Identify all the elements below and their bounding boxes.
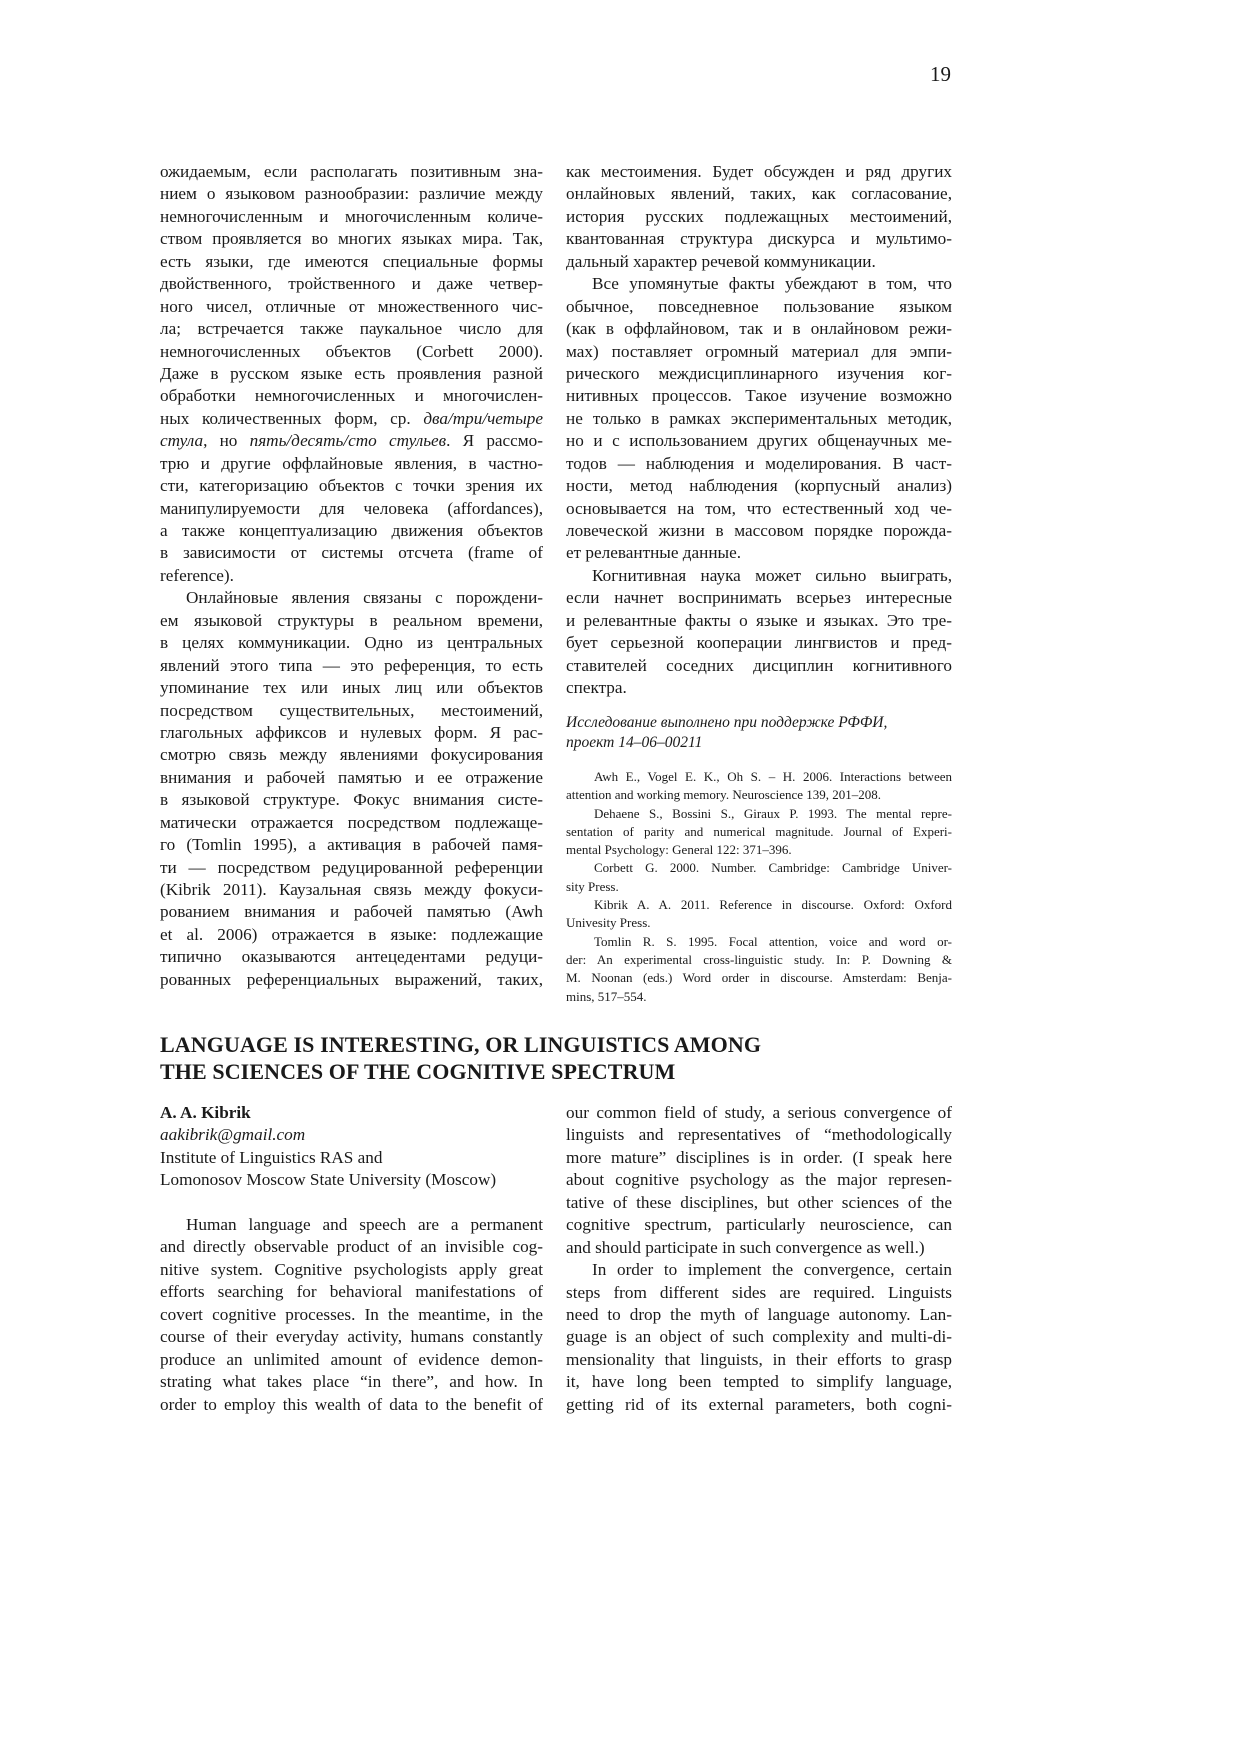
text-line: Даже в русском языке есть проявления разной xyxy=(160,363,543,383)
reference-line: Dehaene S., Bossini S., Giraux P. 1993. The mental repre- xyxy=(594,805,952,821)
text-line: In order to implement the convergence, certain xyxy=(592,1260,952,1280)
text-line: сти, категоризацию объектов с точки зрения их xyxy=(160,476,543,496)
text-line: обычное, повседневное пользование языком xyxy=(566,296,952,316)
text-line: но и с использованием других общенаучных ме- xyxy=(566,431,952,451)
text-line: ла; встречается также паукальное число для xyxy=(160,319,543,339)
title-line: THE SCIENCES OF THE COGNITIVE SPECTRUM xyxy=(160,1059,676,1084)
text-line: strating what takes place “in there”, and how. In xyxy=(160,1372,543,1392)
text-line: reference). xyxy=(160,565,234,585)
text-line: (как в оффлайновом, так и в онлайновом режи- xyxy=(566,319,952,339)
reference-line: Univesity Press. xyxy=(566,915,651,931)
text-line: нитивных процессов. Такое изучение возможно xyxy=(566,386,952,406)
reference-entry xyxy=(566,805,952,860)
text-line: ожидаемым, если располагать позитивным зна- xyxy=(160,162,543,181)
text-line: смотрю связь между явлениями фокусирования xyxy=(160,745,543,765)
text-line xyxy=(160,408,543,430)
text-segment: ных количественных форм, ср. xyxy=(160,408,424,428)
text-line: about cognitive psychology as the major represen- xyxy=(566,1170,952,1190)
text-line: двойственного, тройственного и даже четвер- xyxy=(160,274,543,294)
text-line: тодов — наблюдения и моделирования. В част- xyxy=(566,453,952,473)
text-line: more mature” disciplines is in order. (I speak here xyxy=(566,1147,952,1167)
paragraph xyxy=(160,587,543,991)
text-line: need to drop the myth of language autonomy. Lan- xyxy=(566,1304,952,1324)
text-line: нием о языковом разнообразии: различие между xyxy=(160,184,543,204)
text-line: ством проявляется во многих языках мира. Так, xyxy=(160,229,543,249)
text-line: го (Tomlin 1995), а активация в рабочей памя- xyxy=(160,835,543,855)
page-number: 19 xyxy=(930,62,951,86)
text-line: and directly observable product of an invisible cog- xyxy=(160,1237,543,1257)
text-line: ем языковой структуры в реальном времени, xyxy=(160,610,543,630)
text-line: cognitive spectrum, particularly neuroscience, can xyxy=(566,1215,952,1235)
reference-entry xyxy=(566,933,952,1006)
text-line: немногочисленных объектов (Corbett 2000). xyxy=(160,341,543,361)
reference-line: sentation of parity and numerical magnitude. Journal of Experi- xyxy=(566,823,952,839)
text-line: если начнет воспринимать всерьез интересные xyxy=(566,588,952,608)
reference-entry xyxy=(566,859,952,896)
text-line: course of their everyday activity, humans constantly xyxy=(160,1327,543,1347)
text-line: and should participate in such convergence as well.) xyxy=(566,1237,925,1257)
italic-example: два/три/четыре xyxy=(423,408,543,428)
text-line: getting rid of its external parameters, both cogni- xyxy=(566,1394,952,1414)
en-left-column xyxy=(160,1214,543,1416)
text-segment: . Я рассмо- xyxy=(446,431,544,451)
text-line: не только в рамках экспериментальных методик, xyxy=(566,408,952,428)
text-line: трю и другие оффлайновые явления, в частно- xyxy=(160,453,543,473)
funding-line: Исследование выполнено при поддержке РФФИ, xyxy=(566,714,888,731)
text-line: efforts searching for behavioral manifestations of xyxy=(160,1282,543,1302)
text-line: а также концептуализацию движения объектов xyxy=(160,521,543,540)
en-right-column xyxy=(566,1102,952,1416)
reference-entry xyxy=(566,768,952,805)
text-line: (Kibrik 2011). Каузальная связь между фокуси- xyxy=(160,880,543,899)
text-line: Human language and speech are a permanent xyxy=(186,1215,543,1234)
text-line: рованных референциальных выражений, таких, xyxy=(160,969,543,989)
text-line: в зависимости от системы отсчета (frame of xyxy=(160,543,543,563)
text-line: guage is an object of such complexity and multi-di- xyxy=(566,1327,952,1347)
text-line: nitive system. Cognitive psychologists apply great xyxy=(160,1259,543,1279)
references xyxy=(566,768,952,1006)
affiliation-line: Institute of Linguistics RAS and xyxy=(160,1147,383,1167)
text-line: квантованная структура дискурса и мультимо- xyxy=(566,229,952,249)
text-line: ловеческой жизни в массовом порядке порожда- xyxy=(566,521,952,540)
reference-line: Corbett G. 2000. Number. Cambridge: Cambridge Univer- xyxy=(594,860,952,876)
text-line: it, have long been tempted to simplify language, xyxy=(566,1372,952,1392)
text-line: produce an unlimited amount of evidence demon- xyxy=(160,1349,543,1369)
text-line: посредством существительных, местоимений, xyxy=(160,700,543,720)
reference-line: mins, 517–554. xyxy=(566,988,647,1004)
text-line: есть языки, где имеются специальные формы xyxy=(160,251,543,271)
text-line: дальный характер речевой коммуникации. xyxy=(566,251,876,271)
text-line: our common field of study, a serious convergence of xyxy=(566,1103,952,1122)
text-line: ности, метод наблюдения (корпусный анализ) xyxy=(566,476,952,496)
text-line: внимания и рабочей памятью и ее отражение xyxy=(160,767,543,787)
text-line: ти — посредством редуцированной референции xyxy=(160,857,543,877)
author-block xyxy=(160,1102,496,1192)
paragraph xyxy=(566,161,952,273)
text-line: et al. 2006) отражается в языке: подлежащие xyxy=(160,924,543,944)
reference-line: attention and working memory. Neuroscience 139, 201–208. xyxy=(566,787,882,803)
text-line: рического междисциплинарного изучения ког- xyxy=(566,363,952,383)
text-segment: , но xyxy=(203,431,250,451)
text-line: linguists and representatives of “methodologically xyxy=(566,1125,952,1145)
text-line: спектра. xyxy=(566,678,627,698)
text-line: tative of these disciplines, but other sciences of the xyxy=(566,1192,952,1212)
text-line: order to employ this wealth of data to the benefit of xyxy=(160,1394,543,1414)
reference-line: Tomlin R. S. 1995. Focal attention, voice and word or- xyxy=(594,933,952,949)
author-name: A. A. Kibrik xyxy=(160,1103,251,1122)
ru-left-column xyxy=(160,161,543,991)
reference-line: mental Psychology: General 122: 371–396. xyxy=(566,842,792,858)
text-line: как местоимения. Будет обсужден и ряд других xyxy=(566,162,952,181)
text-line: глагольных аффиксов и нулевых форм. Я рас- xyxy=(160,722,543,742)
text-line: Все упомянутые факты убеждают в том, что xyxy=(592,274,952,294)
ru-right-column xyxy=(566,161,952,700)
text-line: Онлайновые явления связаны с порождени- xyxy=(186,588,543,608)
text-line: упоминание тех или иных лиц или объектов xyxy=(160,678,543,698)
paragraph xyxy=(566,273,952,565)
text-line: ет релевантные данные. xyxy=(566,543,742,563)
text-line xyxy=(160,430,543,452)
text-line: и релевантные факты о языке и языках. Это тре- xyxy=(566,610,952,630)
text-line: в целях коммуникации. Одно из центральных xyxy=(160,633,543,653)
text-line: ного чисел, отличные от множественного чис- xyxy=(160,296,543,316)
text-line: онлайновых явлений, таких, как согласование, xyxy=(566,184,952,204)
text-line: типично оказываются антецедентами редуци- xyxy=(160,947,543,967)
text-line: mensionality that linguists, in their efforts to grasp xyxy=(566,1349,952,1369)
text-line: история русских подлежащных местоимений, xyxy=(566,206,952,226)
text-line: steps from different sides are required. Linguists xyxy=(566,1282,952,1302)
reference-line: der: An experimental cross-linguistic study. In: P. Downing & xyxy=(566,951,952,967)
text-line: ставителей соседних дисциплин когнитивного xyxy=(566,655,952,675)
paragraph xyxy=(566,565,952,700)
paragraph xyxy=(160,1214,543,1416)
text-line: явлений этого типа — это референция, то есть xyxy=(160,655,543,675)
reference-line: sity Press. xyxy=(566,878,619,894)
text-line: манипулируемости для человека (affordances), xyxy=(160,498,543,518)
paragraph xyxy=(160,161,543,587)
text-line: Когнитивная наука может сильно выиграть, xyxy=(592,565,952,585)
italic-example: пять/десять/сто стульев xyxy=(249,431,447,451)
paragraph xyxy=(566,1259,952,1416)
paragraph xyxy=(566,1102,952,1259)
author-email[interactable]: aakibrik@gmail.com xyxy=(160,1125,306,1145)
text-line: основывается на том, что естественный ход че- xyxy=(566,498,952,518)
text-line: в языковой структуре. Фокус внимания систе- xyxy=(160,790,543,810)
reference-line: Awh E., Vogel E. K., Oh S. – H. 2006. Interactions between xyxy=(594,769,952,784)
affiliation-line: Lomonosov Moscow State University (Moscow) xyxy=(160,1170,497,1190)
reference-entry xyxy=(566,896,952,933)
text-line: рованием внимания и рабочей памятью (Awh xyxy=(160,902,543,922)
text-line: covert cognitive processes. In the meantime, in the xyxy=(160,1304,543,1324)
text-line: матически отражается посредством подлежаще- xyxy=(160,812,543,832)
article-title xyxy=(160,1031,761,1085)
reference-line: Kibrik A. A. 2011. Reference in discourse. Oxford: Oxford xyxy=(594,897,952,913)
text-line: бует серьезной кооперации лингвистов и пред- xyxy=(566,633,952,653)
funding-line: проект 14–06–00211 xyxy=(566,734,703,751)
title-line: LANGUAGE IS INTERESTING, OR LINGUISTICS AMONG xyxy=(160,1032,762,1057)
italic-example: стула xyxy=(160,431,204,451)
text-line: мах) поставляет огромный материал для эмпи- xyxy=(566,341,952,361)
reference-line: M. Noonan (eds.) Word order in discourse. Amsterdam: Benja- xyxy=(566,970,952,986)
text-line: обработки немногочисленных и многочислен- xyxy=(160,386,543,406)
text-line: немногочисленным и многочисленным количе- xyxy=(160,206,543,226)
funding-note xyxy=(566,713,952,753)
